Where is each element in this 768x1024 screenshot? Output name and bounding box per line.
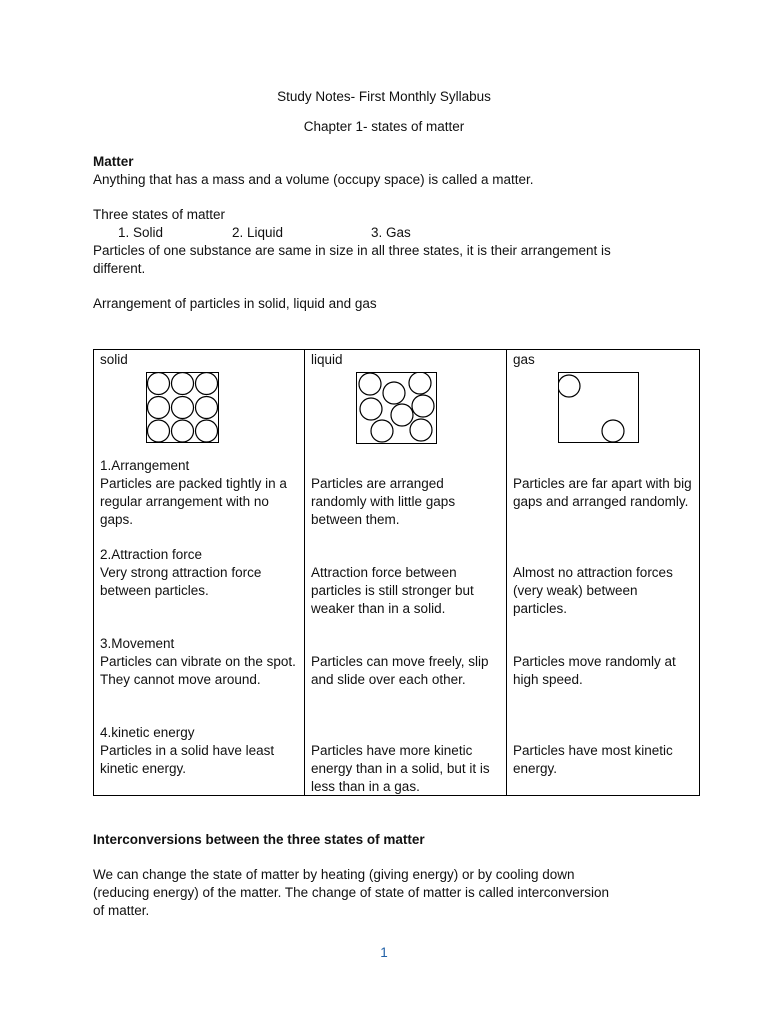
gas-label: gas bbox=[513, 352, 535, 367]
gas-particle-diagram bbox=[558, 372, 642, 446]
particle-circle bbox=[383, 382, 405, 404]
solid-attraction: Very strong attraction force between particles. bbox=[100, 565, 262, 598]
gas-column bbox=[507, 350, 700, 796]
gas-movement: Particles move randomly at high speed. bbox=[513, 654, 676, 687]
liquid-attraction: Attraction force between particles is still stronger but weaker than in a solid. bbox=[311, 565, 474, 616]
solid-movement: Particles can vibrate on the spot. They cannot move around. bbox=[100, 654, 296, 687]
particle-circle bbox=[148, 397, 170, 419]
particle-circle bbox=[558, 375, 580, 397]
liquid-arrangement: Particles are arranged randomly with little gaps between them. bbox=[311, 476, 456, 527]
particle-circle bbox=[148, 420, 170, 442]
three-states-heading: Three states of matter bbox=[93, 207, 226, 222]
liquid-label: liquid bbox=[311, 352, 343, 367]
interconversion-line3: of matter. bbox=[93, 903, 150, 918]
particle-circle bbox=[371, 420, 393, 442]
interconversion-line2: (reducing energy) of the matter. The change of state of matter is called interconversion bbox=[93, 885, 610, 900]
particle-circle bbox=[196, 420, 218, 442]
solid-movement-heading: 3.Movement bbox=[100, 636, 175, 651]
interconversion-heading: Interconversions between the three states of matter bbox=[93, 832, 425, 847]
liquid-kinetic: Particles have more kinetic energy than in a solid, but it is less than in a gas. bbox=[311, 743, 490, 794]
solid-column bbox=[94, 350, 305, 796]
particle-circle bbox=[359, 373, 381, 395]
solid-arrangement-heading: 1.Arrangement bbox=[100, 458, 190, 473]
state-item-liquid: 2. Liquid bbox=[232, 225, 284, 240]
particle-circle bbox=[172, 397, 194, 419]
particle-circle bbox=[602, 420, 624, 442]
solid-particle-diagram bbox=[146, 372, 222, 444]
particle-circle bbox=[172, 420, 194, 442]
solid-attraction-heading: 2.Attraction force bbox=[100, 547, 203, 562]
page-number: 1 bbox=[380, 945, 388, 960]
solid-kinetic: Particles in a solid have least kinetic energy. bbox=[100, 743, 275, 776]
matter-definition: Anything that has a mass and a volume (occupy space) is called a matter. bbox=[93, 172, 534, 187]
doc-title: Study Notes- First Monthly Syllabus bbox=[277, 89, 491, 104]
matter-heading: Matter bbox=[93, 154, 134, 169]
states-table bbox=[93, 349, 700, 796]
particle-circle bbox=[172, 373, 194, 395]
arrangement-intro: Arrangement of particles in solid, liquid and gas bbox=[93, 296, 377, 311]
particle-circle bbox=[410, 419, 432, 441]
state-item-solid: 1. Solid bbox=[118, 225, 164, 240]
states-note-line1: Particles of one substance are same in size in all three states, it is their arrangement is bbox=[93, 243, 611, 258]
liquid-particle-diagram bbox=[356, 372, 440, 446]
solid-kinetic-heading: 4.kinetic energy bbox=[100, 725, 195, 740]
states-note-line2: different. bbox=[93, 261, 146, 276]
particle-circle bbox=[391, 404, 413, 426]
liquid-column bbox=[305, 350, 507, 796]
particle-circle bbox=[360, 398, 382, 420]
chapter-title: Chapter 1- states of matter bbox=[303, 119, 465, 134]
particle-circle bbox=[148, 373, 170, 395]
particle-circle bbox=[409, 372, 431, 394]
particle-circle bbox=[196, 373, 218, 395]
particle-circle bbox=[412, 395, 434, 417]
state-item-gas: 3. Gas bbox=[371, 225, 411, 240]
particle-circle bbox=[196, 397, 218, 419]
gas-arrangement: Particles are far apart with big gaps and arranged randomly. bbox=[513, 476, 692, 509]
gas-kinetic: Particles have most kinetic energy. bbox=[513, 743, 673, 776]
interconversion-line1: We can change the state of matter by heating (giving energy) or by cooling down bbox=[93, 867, 575, 882]
gas-attraction: Almost no attraction forces (very weak) between particles. bbox=[513, 565, 673, 616]
solid-arrangement: Particles are packed tightly in a regular arrangement with no gaps. bbox=[100, 476, 287, 527]
liquid-movement: Particles can move freely, slip and slide over each other. bbox=[311, 654, 489, 687]
solid-label: solid bbox=[100, 352, 128, 367]
